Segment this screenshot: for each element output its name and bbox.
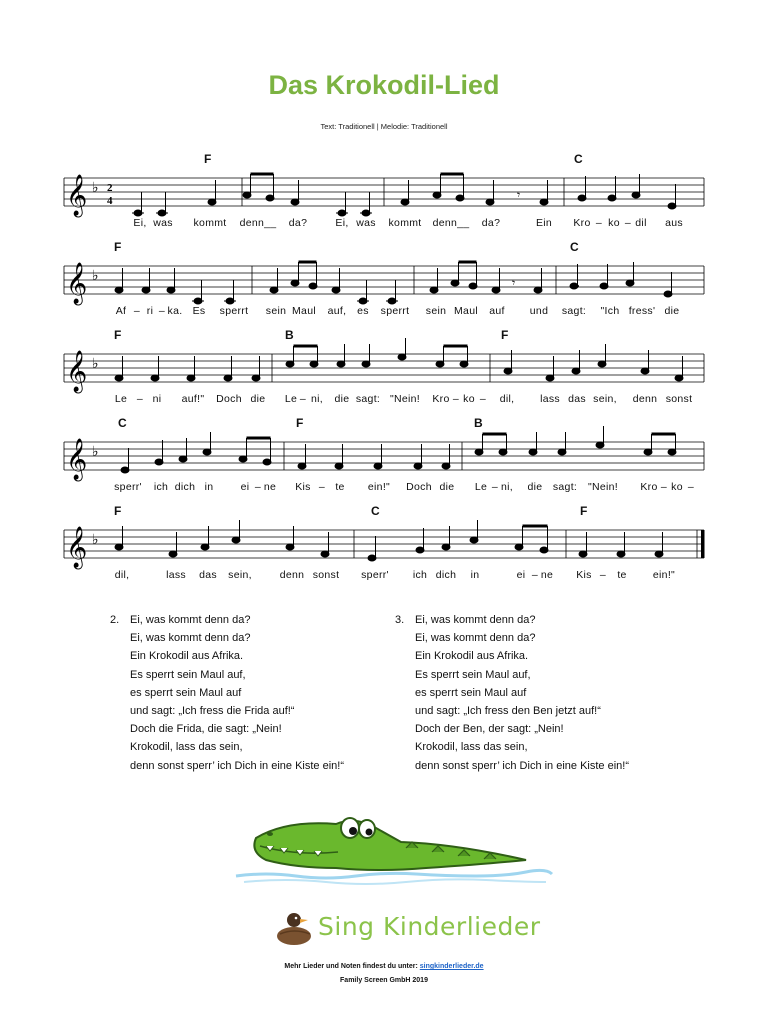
song-title: Das Krokodil-Lied [268, 70, 500, 100]
music-system-1 [0, 140, 768, 235]
lyric-syllable: – [158, 305, 166, 317]
lyric-syllable: denn__ [239, 217, 277, 229]
music-system-4 [0, 404, 768, 499]
verse-line: es sperrt sein Maul auf [415, 686, 527, 699]
lyric-syllable: sagt: [552, 481, 578, 493]
lyric-syllable: die [664, 305, 680, 317]
lyric-syllable: te [335, 481, 345, 493]
lyric-syllable: ko [671, 481, 683, 493]
lyric-syllable: sein, [228, 569, 252, 581]
chord-symbol: B [285, 328, 294, 342]
verse-number: 3. [395, 614, 405, 626]
verse-number: 2. [110, 614, 120, 626]
lyric-syllable: Kro [640, 481, 658, 493]
lyric-syllable: ko [608, 217, 620, 229]
lyric-syllable: sperrt [219, 305, 249, 317]
lyric-syllable: sein [425, 305, 447, 317]
lyric-syllable: in [470, 569, 480, 581]
lyric-syllable: Kro [432, 393, 450, 405]
flat-key-icon: ♭ [92, 532, 99, 548]
final-barline [701, 530, 705, 558]
lyric-syllable: – [660, 481, 668, 493]
verse-line: Krokodil, lass das sein, [415, 741, 528, 754]
lyric-syllable: ei [516, 569, 526, 581]
lyric-syllable: ka. [167, 305, 183, 317]
lyric-syllable: – [599, 569, 607, 581]
lyric-syllable: die [334, 393, 350, 405]
lyric-syllable: Maul [454, 305, 478, 317]
lyric-syllable: ni, [501, 481, 513, 493]
lyric-syllable: ko [463, 393, 475, 405]
verse-line: Krokodil, lass das sein, [130, 741, 243, 754]
brand-name: Sing Kinderlieder [318, 912, 541, 941]
lyric-syllable: ne [540, 569, 554, 581]
chord-symbol: F [296, 416, 304, 430]
verse-line: Doch der Ben, der sagt: „Nein! [415, 723, 564, 736]
lyric-syllable: Ei, [133, 217, 147, 229]
chord-symbol: B [474, 416, 483, 430]
music-system-5 [0, 492, 768, 587]
verse-3 [395, 611, 629, 775]
lyric-syllable: Es [192, 305, 206, 317]
verse-line: Ei, was kommt denn da? [415, 614, 536, 626]
lyric-syllable: denn [632, 393, 658, 405]
lyric-syllable: auf, [327, 305, 347, 317]
lyric-syllable: ni [152, 393, 162, 405]
lyric-syllable: ein!" [652, 569, 676, 581]
verse-line: Ei, was kommt denn da? [130, 632, 251, 645]
lyric-syllable: Le [474, 481, 488, 493]
verse-line: Ei, was kommt denn da? [415, 632, 536, 645]
chord-symbol: F [114, 240, 122, 254]
lyric-syllable: ne [263, 481, 277, 493]
lyric-syllable: dich [435, 569, 457, 581]
treble-clef-icon: 𝄞 [66, 175, 88, 216]
lyric-syllable: Le [284, 393, 298, 405]
lyric-syllable: denn [279, 569, 305, 581]
lyric-syllable: Doch [216, 393, 242, 405]
lyric-syllable: "Nein! [587, 481, 619, 493]
verse-line: Doch die Frida, die sagt: „Nein! [130, 723, 282, 736]
music-system-3 [0, 316, 768, 411]
lyric-syllable: und [529, 305, 549, 317]
lyric-syllable: dich [174, 481, 196, 493]
lyric-syllable: denn__ [432, 217, 470, 229]
flat-key-icon: ♭ [92, 268, 99, 284]
lyric-syllable: ei [240, 481, 250, 493]
footer-more-info [0, 963, 768, 970]
website-link[interactable]: singkinderlieder.de [419, 963, 484, 970]
lyric-syllable: das [568, 393, 586, 405]
lyric-syllable: ri [146, 305, 154, 317]
lyric-syllable: – [318, 481, 326, 493]
lyric-syllable: dil, [499, 393, 515, 405]
lyric-syllable: lass [166, 569, 186, 581]
lyric-syllable: sagt: [355, 393, 381, 405]
song-credits: Text: Traditionell | Melodie: Traditionell [320, 122, 448, 131]
lyric-syllable: ich [412, 569, 428, 581]
lyric-syllable: aus [665, 217, 683, 229]
chord-symbol: F [580, 504, 588, 518]
lyric-syllable: auf!" [181, 393, 205, 405]
lyric-syllable: sperr' [361, 569, 389, 581]
chord-symbol: C [118, 416, 127, 430]
lyric-syllable: "Nein! [389, 393, 421, 405]
lyric-syllable: dil [635, 217, 647, 229]
music-system-2 [0, 228, 768, 323]
lyric-syllable: "Ich [600, 305, 620, 317]
lyric-syllable: Kis [295, 481, 311, 493]
lyric-syllable: es [357, 305, 369, 317]
treble-clef-icon: 𝄞 [66, 351, 88, 392]
lyric-syllable: – [452, 393, 460, 405]
footer-copyright: Family Screen GmbH 2019 [340, 977, 428, 984]
lyric-syllable: fress' [628, 305, 656, 317]
flat-key-icon: ♭ [92, 444, 99, 460]
lyric-syllable: ni, [311, 393, 323, 405]
chord-symbol: C [570, 240, 579, 254]
lyric-syllable: Ei, [335, 217, 349, 229]
chord-symbol: F [114, 328, 122, 342]
lyric-syllable: – [254, 481, 262, 493]
lyric-syllable: ein!" [367, 481, 391, 493]
lyric-syllable: die [439, 481, 455, 493]
lyric-syllable: sperr' [114, 481, 142, 493]
lyric-syllable: – [531, 569, 539, 581]
lyric-syllable: in [204, 481, 214, 493]
lyric-syllable: was [356, 217, 376, 229]
verse-line: und sagt: „Ich fress die Frida auf!“ [130, 705, 295, 718]
lyric-syllable: – [687, 481, 695, 493]
lyric-syllable: – [595, 217, 603, 229]
lyric-syllable: Ein [535, 217, 553, 229]
verse-line: denn sonst sperr’ ich Dich in eine Kiste ein!“ [415, 759, 629, 772]
lyric-syllable: sonst [312, 569, 340, 581]
flat-key-icon: ♭ [92, 180, 99, 196]
lyric-syllable: Maul [292, 305, 316, 317]
lyric-syllable: sein, [593, 393, 617, 405]
lyric-syllable: da? [288, 217, 308, 229]
lyric-syllable: sagt: [561, 305, 587, 317]
lyric-syllable: – [133, 305, 141, 317]
duck-logo-icon [270, 908, 316, 948]
verse-line: denn sonst sperr’ ich Dich in eine Kiste ein!“ [130, 759, 344, 772]
chord-symbol: F [204, 152, 212, 166]
lyric-syllable: sperrt [380, 305, 410, 317]
verse-line: Ein Krokodil aus Afrika. [130, 650, 244, 663]
verse-line: Ei, was kommt denn da? [130, 614, 251, 626]
verse-line: es sperrt sein Maul auf [130, 686, 242, 699]
chord-symbol: F [501, 328, 509, 342]
lyric-syllable: auf [489, 305, 505, 317]
lyric-syllable: – [479, 393, 487, 405]
lyric-syllable: sonst [665, 393, 693, 405]
lyric-syllable: – [299, 393, 307, 405]
time-sig-bottom: 4 [107, 195, 113, 207]
lyric-syllable: kommt [193, 217, 227, 229]
verse-line: und sagt: „Ich fress den Ben jetzt auf!“ [415, 705, 601, 718]
lyric-syllable: – [136, 393, 144, 405]
eighth-rest-icon: 𝄾 [517, 188, 521, 202]
treble-clef-icon: 𝄞 [66, 263, 88, 304]
lyric-syllable: Af [115, 305, 127, 317]
verse-2 [110, 611, 344, 775]
time-sig-top: 2 [107, 182, 113, 194]
lyric-syllable: ich [153, 481, 169, 493]
chord-symbol: C [574, 152, 583, 166]
lyric-syllable: kommt [388, 217, 422, 229]
lyric-syllable: Le [114, 393, 128, 405]
treble-clef-icon: 𝄞 [66, 439, 88, 480]
chord-symbol: C [371, 504, 380, 518]
lyric-syllable: Kis [576, 569, 592, 581]
lyric-syllable: – [491, 481, 499, 493]
verse-line: Es sperrt sein Maul auf, [415, 668, 531, 681]
crocodile-illustration [226, 812, 558, 890]
lyric-syllable: – [624, 217, 632, 229]
lyric-syllable: Kro [573, 217, 591, 229]
lyric-syllable: das [199, 569, 217, 581]
lyric-syllable: dil, [114, 569, 130, 581]
staff-1 [0, 140, 768, 235]
eighth-rest-icon: 𝄾 [512, 276, 516, 290]
treble-clef-icon: 𝄞 [66, 527, 88, 568]
lyric-syllable: lass [540, 393, 560, 405]
lyric-syllable: die [250, 393, 266, 405]
lyric-syllable: was [153, 217, 173, 229]
lyric-syllable: die [527, 481, 543, 493]
verse-line: Ein Krokodil aus Afrika. [415, 650, 529, 663]
flat-key-icon: ♭ [92, 356, 99, 372]
chord-symbol: F [114, 504, 122, 518]
lyric-syllable: da? [481, 217, 501, 229]
lyric-syllable: te [617, 569, 627, 581]
footer-more-text: Mehr Lieder und Noten findest du unter: [284, 963, 418, 970]
lyric-syllable: Doch [406, 481, 432, 493]
verse-line: Es sperrt sein Maul auf, [130, 668, 246, 681]
lyric-syllable: sein [265, 305, 287, 317]
